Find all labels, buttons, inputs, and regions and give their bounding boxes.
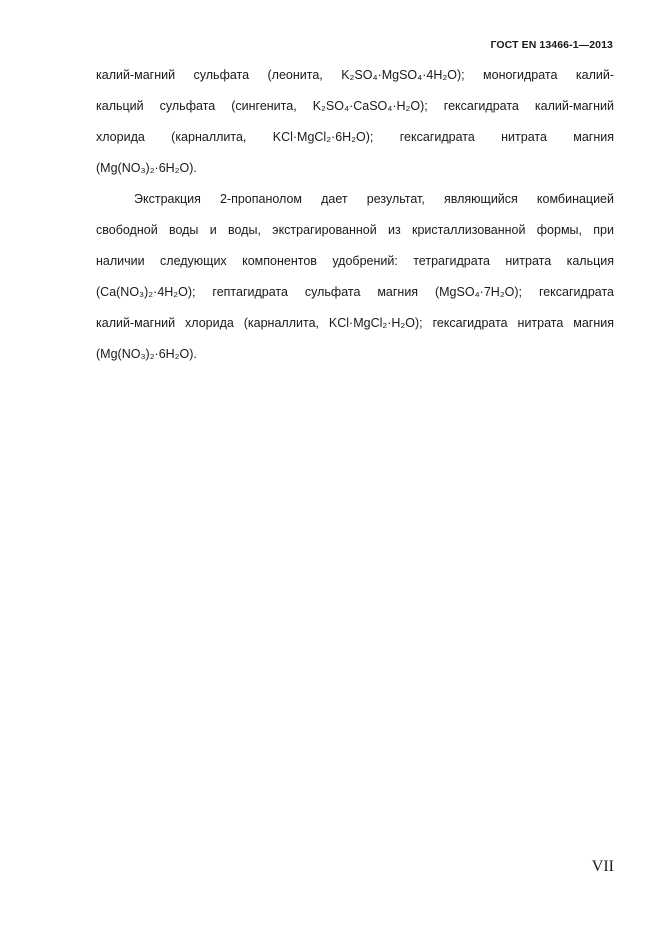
text-line: (Mg(NO₃)₂·6H₂O). — [96, 161, 197, 175]
text-line: (Mg(NO₃)₂·6H₂O). — [96, 347, 197, 361]
text-line: кальций сульфата (сингенита, K₂SO₄·CaSO₄·H₂O); гексагидрата калий-магний — [96, 99, 614, 113]
text-line: свободной воды и воды, экстрагированной из кристаллизованной формы, при — [96, 223, 614, 237]
text-line: хлорида (карналлита, KCl·MgCl₂·6H₂O); гексагидрата нитрата магния — [96, 130, 614, 144]
document-header: ГОСТ EN 13466-1—2013 — [490, 39, 613, 51]
body-text — [96, 60, 614, 370]
text-line: калий-магний сульфата (леонита, K₂SO₄·MgSO₄·4H₂O); моногидрата калий- — [96, 68, 614, 82]
text-line: наличии следующих компонентов удобрений: тетрагидрата нитрата кальция — [96, 254, 614, 268]
paragraph-first-line: Экстракция 2-пропанолом дает результат, являющийся комбинацией — [134, 192, 614, 206]
text-line: калий-магний хлорида (карналлита, KCl·MgCl₂·H₂O); гексагидрата нитрата магния — [96, 316, 614, 330]
text-line: (Ca(NO₃)₂·4H₂O); гептагидрата сульфата магния (MgSO₄·7H₂O); гексагидрата — [96, 285, 614, 299]
page-number: VII — [591, 858, 614, 875]
